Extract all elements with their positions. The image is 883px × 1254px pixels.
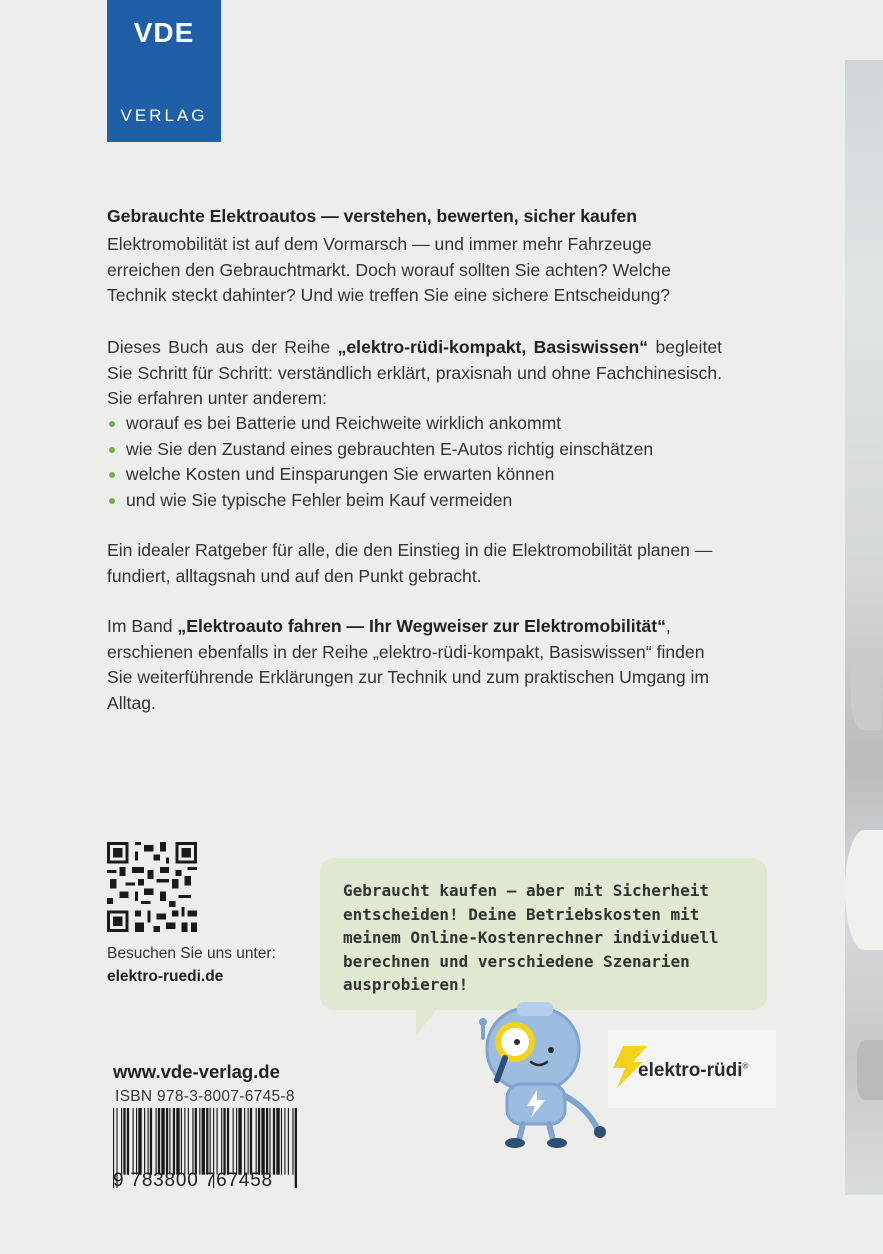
series-prefix: Dieses Buch aus der Reihe xyxy=(107,337,338,357)
brand-logo-text: elektro-rüdi® xyxy=(638,1060,749,1081)
summary-paragraph: Ein idealer Ratgeber für alle, die den Einstieg in die Elektromobilität planen — fundiert, alltagsnah und auf den Punkt gebracht. xyxy=(107,540,713,586)
list-item: welche Kosten und Einsparungen Sie erwarten können xyxy=(107,462,727,488)
related-title: „Elektroauto fahren — Ihr Wegweiser zur Elektromobilität“ xyxy=(177,616,666,636)
blurb-heading: Gebrauchte Elektroautos — verstehen, bewerten, sicher kaufen xyxy=(107,206,637,226)
visit-url-link[interactable]: elektro-ruedi.de xyxy=(107,968,224,985)
speech-bubble-text: Gebraucht kaufen – aber mit Sicherheit entscheiden! Deine Betriebskosten mit meinem Online-Kostenrechner individuell berechnen und verschiedene Szenarien ausprobieren! xyxy=(343,881,719,994)
robot-mascot-icon xyxy=(465,1000,615,1150)
related-prefix: Im Band xyxy=(107,616,178,636)
series-name: „elektro-rüdi-kompakt, Basiswissen“ xyxy=(337,337,649,357)
qr-code-icon[interactable] xyxy=(107,842,197,932)
series-suffix: begleitet Sie Schritt für Schritt: verständlich erklärt, praxisnah und ohne Fachchinesisch. Sie erfahren unter anderem: xyxy=(107,337,722,408)
barcode-digits: 9 783800 767458 xyxy=(113,1170,273,1191)
list-item: und wie Sie typische Fehler beim Kauf vermeiden xyxy=(107,488,727,514)
cover-photo-edge xyxy=(845,60,883,1195)
bullet-dot-icon xyxy=(109,447,115,453)
related-suffix: , erschienen ebenfalls in der Reihe „elektro-rüdi-kompakt, Basiswissen“ finden Sie weiterführende Erklärungen zur Technik und zum praktischen Umgang im Alltag. xyxy=(107,616,710,713)
list-item: wie Sie den Zustand eines gebrauchten E-Autos richtig einschätzen xyxy=(107,437,727,463)
intro-paragraph: Elektromobilität ist auf dem Vormarsch — und immer mehr Fahrzeuge erreichen den Gebrauchtmarkt. Doch worauf sollten Sie achten? Welche Technik steckt dahinter? Und wie treffen Sie eine sichere Entscheidung? xyxy=(107,234,671,305)
related-paragraph xyxy=(107,614,722,716)
logo-subtitle: VERLAG xyxy=(120,106,208,125)
topics-list xyxy=(107,411,727,513)
website-url[interactable]: www.vde-verlag.de xyxy=(113,1061,280,1082)
speech-bubble-tail xyxy=(416,1008,438,1036)
list-item: worauf es bei Batterie und Reichweite wirklich ankommt xyxy=(107,411,727,437)
bullet-dot-icon xyxy=(109,498,115,504)
logo-name: VDE xyxy=(133,17,195,48)
bullet-dot-icon xyxy=(109,472,115,478)
bullet-dot-icon xyxy=(109,421,115,427)
isbn-number: ISBN 978-3-8007-6745-8 xyxy=(115,1088,295,1105)
visit-label: Besuchen Sie uns unter: xyxy=(107,945,276,962)
series-paragraph xyxy=(107,335,722,412)
vde-verlag-logo xyxy=(107,0,221,142)
